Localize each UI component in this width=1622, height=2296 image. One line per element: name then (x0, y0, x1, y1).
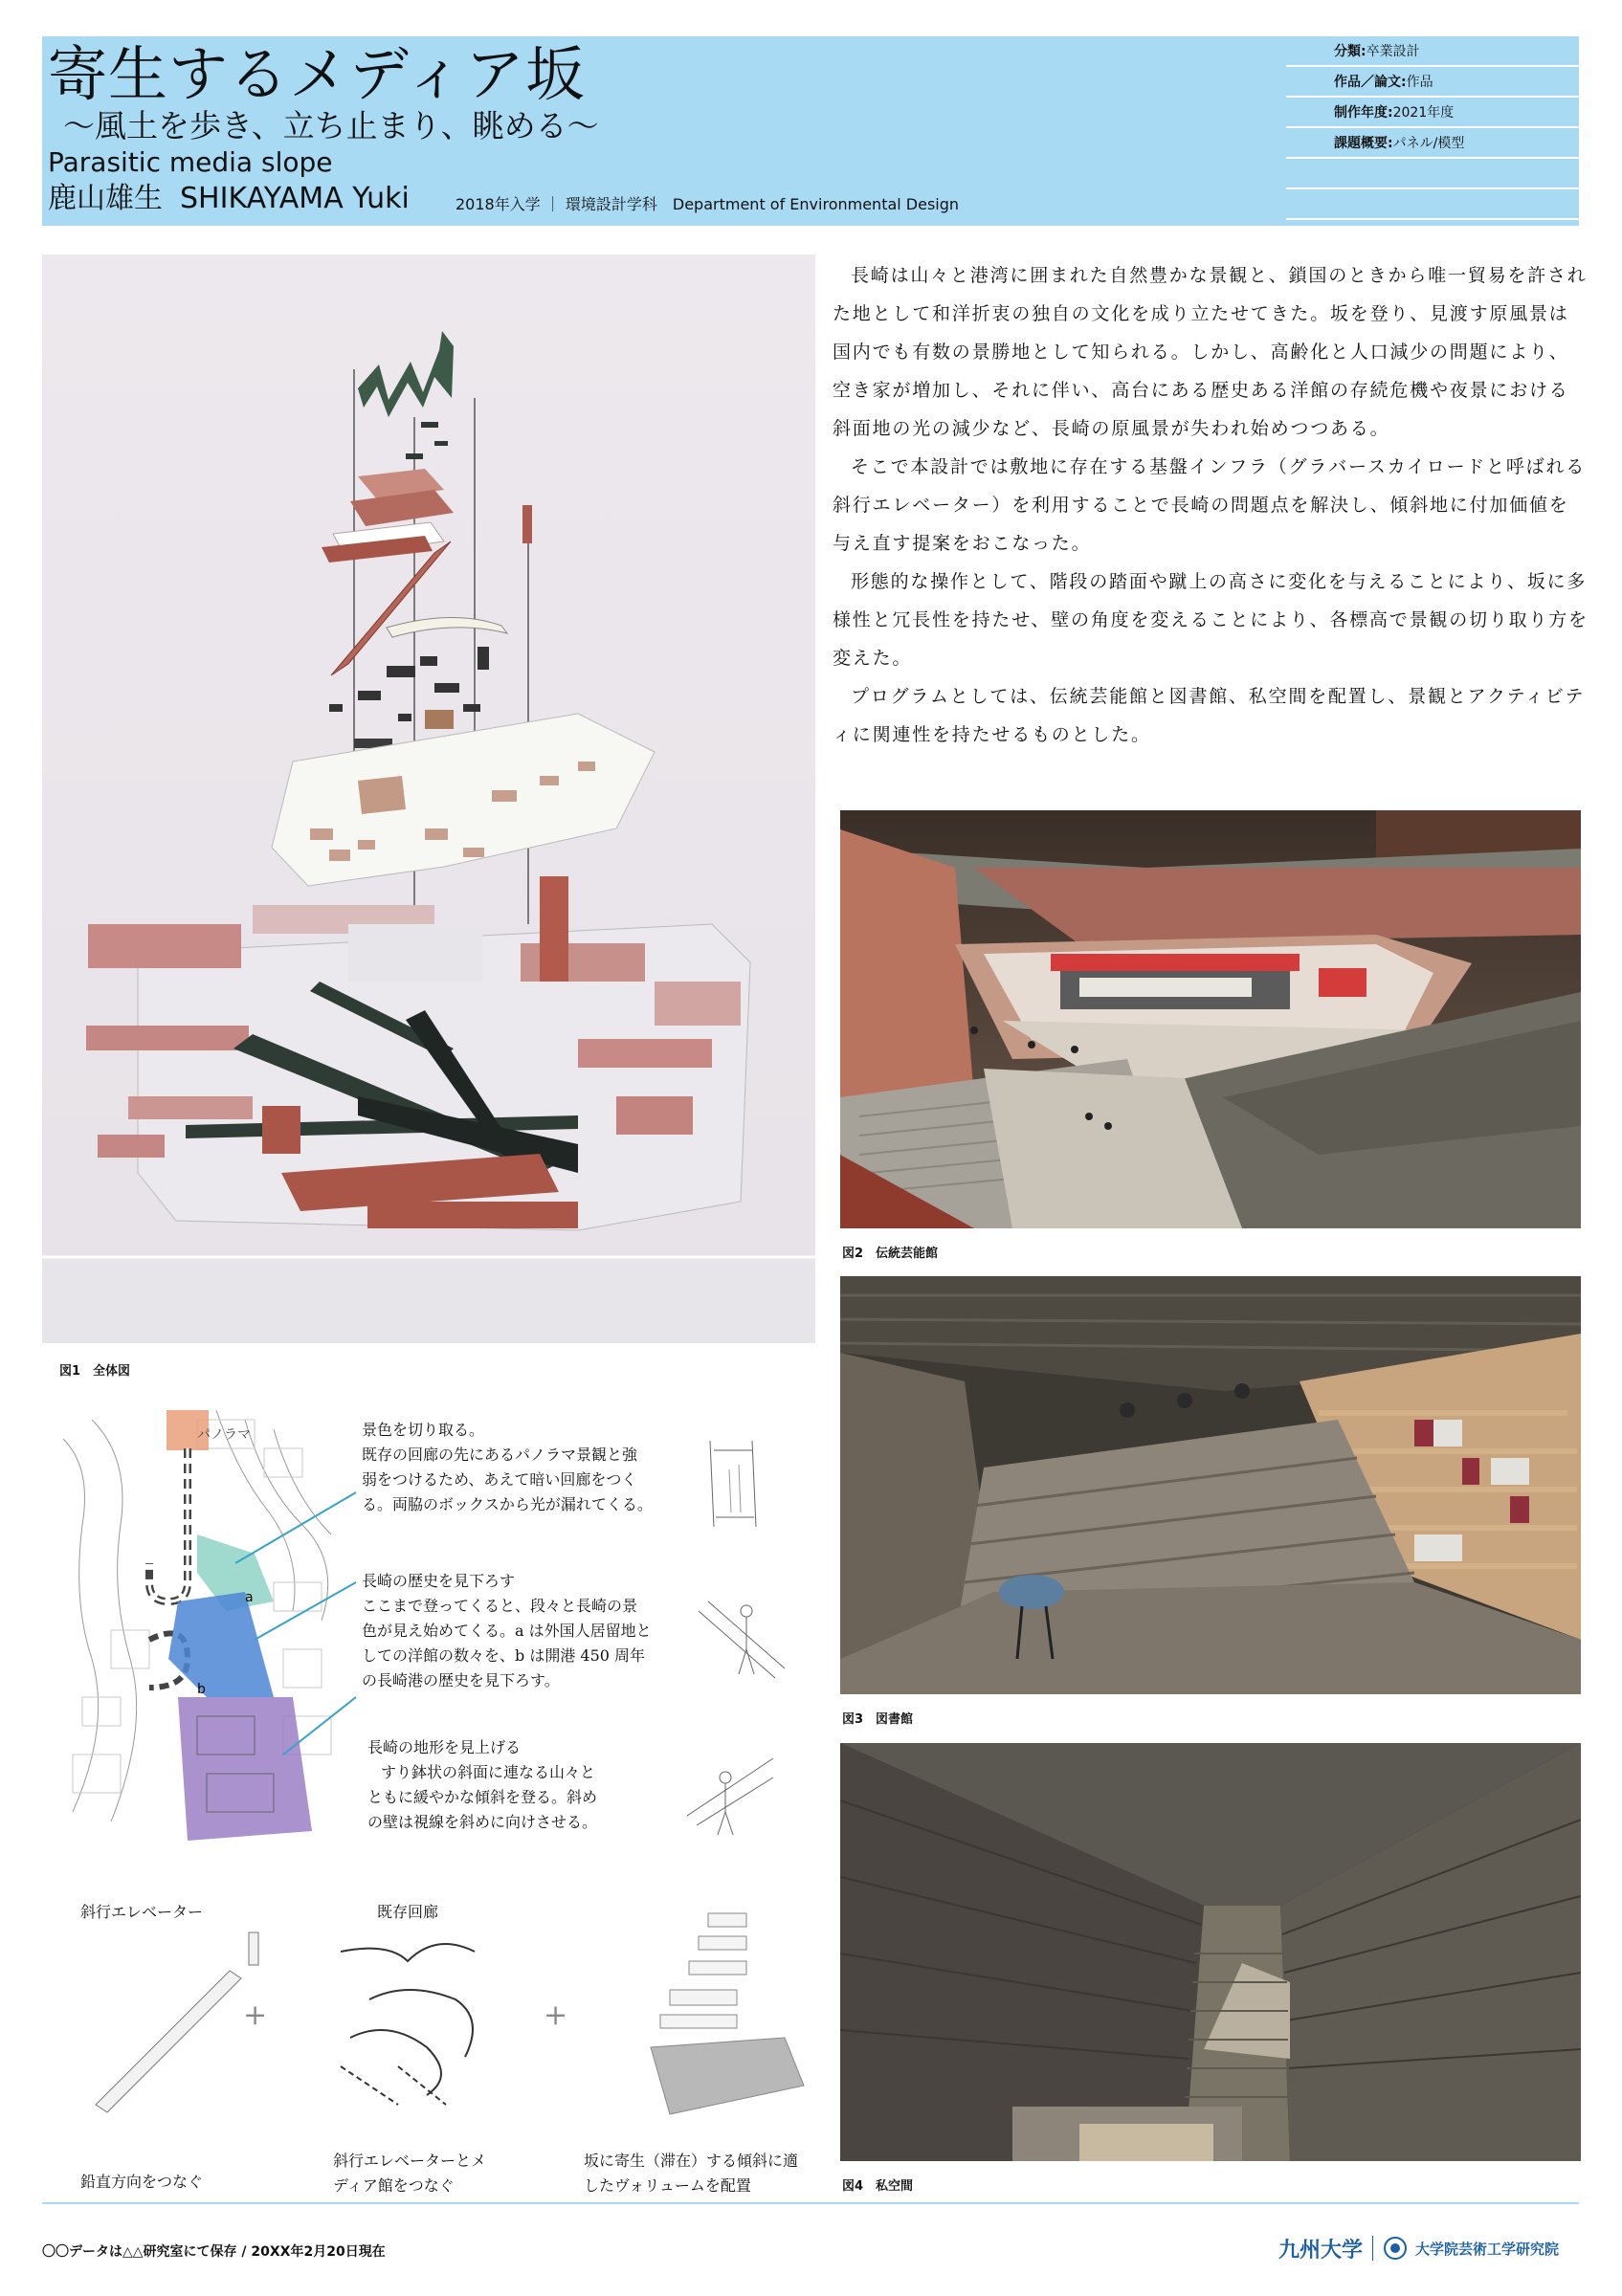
terrain-view-zone (178, 1697, 312, 1841)
paragraph: プログラムとしては、伝統芸能館と図書館、私空間を配置し、景観とアクティビティに関連性を持たせるものとした。 (833, 686, 1586, 745)
author-name: 鹿山雄生 (48, 182, 163, 215)
meta-row-type: 作品／論文:作品 (1286, 67, 1579, 98)
footer-note: 〇〇データは△△研究室にて保存 / 20XX年2月20日現在 (42, 2244, 386, 2260)
paragraph: 形態的な操作として、階段の踏面や蹴上の高さに変化を与えることにより、坂に多様性と冗長性を持たせ、壁の角度を変えることにより、各標高で景観の切り取り方を変えた。 (833, 571, 1589, 669)
figure-1-caption: 図1 全体図 (59, 1364, 131, 1379)
component-caption-corridor: 斜行エレベーターとメ ディア館をつなぐ (333, 2152, 487, 2195)
traditional-arts-hall-render (840, 810, 1581, 1228)
plus-sign: + (544, 1998, 568, 2032)
meta-row-empty (1286, 159, 1579, 189)
map-label: パノラマ (197, 1427, 251, 1443)
overall-axonometric-figure (42, 254, 815, 1343)
component-caption-volume: 坂に寄生（滞在）する傾斜に適 したヴォリュームを配置 (584, 2152, 799, 2195)
figure-3-caption: 図3 図書館 (842, 1712, 914, 1727)
meta-row-year: 制作年度:2021年度 (1286, 98, 1579, 128)
meta-table (1286, 36, 1579, 226)
meta-row-category: 分類:卒業設計 (1286, 36, 1579, 67)
graduate-school-name: 大学院芸術工学研究院 (1415, 2240, 1560, 2258)
page-title-english: Parasitic media slope (48, 146, 333, 178)
svg-text:b: b (197, 1682, 206, 1697)
upper-volume (322, 469, 454, 563)
page-subtitle: 〜風土を歩き、立ち止まり、眺める〜 (63, 107, 599, 144)
library-render (840, 1276, 1581, 1694)
terrain-layer (272, 714, 655, 886)
author-name-english: SHIKAYAMA Yuki (180, 182, 410, 215)
axonometric-drawing (42, 254, 815, 1343)
component-title-corridor: 既存回廊 (377, 1903, 439, 1921)
private-space-render (840, 1743, 1581, 2161)
faculty-emblem-icon (1383, 2236, 1408, 2261)
logo-separator (1372, 2236, 1373, 2261)
view-cutting-note: 景色を切り取る。 既存の回廊の先にあるパノラマ景観と強 弱をつけるため、あえて暗い回廊をつく る。両脇のボックスから光が漏れてくる。 (362, 1421, 653, 1513)
terrain-note: 長崎の地形を見上げる すり鉢状の斜面に連なる山々と ともに緩やかな傾斜を登る。斜め の壁は視線を斜めに向けさせる。 (367, 1738, 598, 1831)
corridor-diagram (312, 1923, 542, 2114)
footer-divider (42, 2202, 1579, 2204)
elevator-diagram (77, 1923, 306, 2114)
elevator-beam (331, 541, 451, 675)
author-line (48, 180, 410, 218)
header-band (42, 36, 1579, 226)
page-title: 寄生するメディア坂 (48, 39, 587, 109)
svg-text:a: a (245, 1590, 254, 1605)
affiliation: 2018年入学 ｜ 環境設計学科 Department of Environmental Design (455, 195, 960, 213)
volume-diagram (632, 1904, 813, 2124)
component-caption-elevator: 鉛直方向をつなぐ (80, 2173, 204, 2191)
sketch-looking-down (689, 1582, 794, 1697)
meta-row-summary: 課題概要:パネル/模型 (1286, 128, 1579, 159)
sketch-corridor (681, 1431, 787, 1546)
paragraph: そこで本設計では敷地に存在する基盤インフラ（グラバースカイロードと呼ばれる斜行エレベーター）を利用することで長崎の問題点を解決し、傾斜地に付加価値を与え直す提案をおこなった。 (833, 456, 1587, 554)
figure-4-caption: 図4 私空間 (842, 2179, 914, 2194)
base-site-plan (86, 876, 750, 1230)
component-title-elevator: 斜行エレベーター (80, 1903, 204, 1921)
history-view-zone (168, 1592, 274, 1697)
roof-zigzag (358, 331, 454, 417)
university-name: 九州大学 (1278, 2237, 1364, 2263)
figure-2-caption: 図2 伝統芸能館 (842, 1247, 939, 1261)
plus-sign: + (243, 1998, 268, 2032)
site-plan-diagram (54, 1410, 360, 1850)
paragraph: 長崎は山々と港湾に囲まれた自然豊かな景観と、鎖国のときから唯一貿易を許された地として和洋折衷の独自の文化を成り立たせてきた。坂を登り、見渡す原風景は国内でも有数の景勝地として知られる。しかし、高齢化と人口減少の問題により、空き家が増加し、それに伴い、高台にある歴史ある洋館の存続危機や夜景における斜面地の光の減少など、長崎の原風景が失われ始めつつある。 (833, 265, 1588, 439)
description-text (833, 256, 1589, 754)
footer-logos (1278, 2233, 1559, 2263)
history-note: 長崎の歴史を見下ろす ここまで登ってくると、段々と長崎の景 色が見え始めてくる。a は外国人居留地と しての洋館の数々を、b は開港 450 周年 の長崎港の歴史を見下ろす。 (362, 1572, 652, 1689)
sketch-looking-up (678, 1739, 783, 1844)
corridor-layer (329, 617, 507, 748)
meta-row-empty (1286, 189, 1579, 220)
